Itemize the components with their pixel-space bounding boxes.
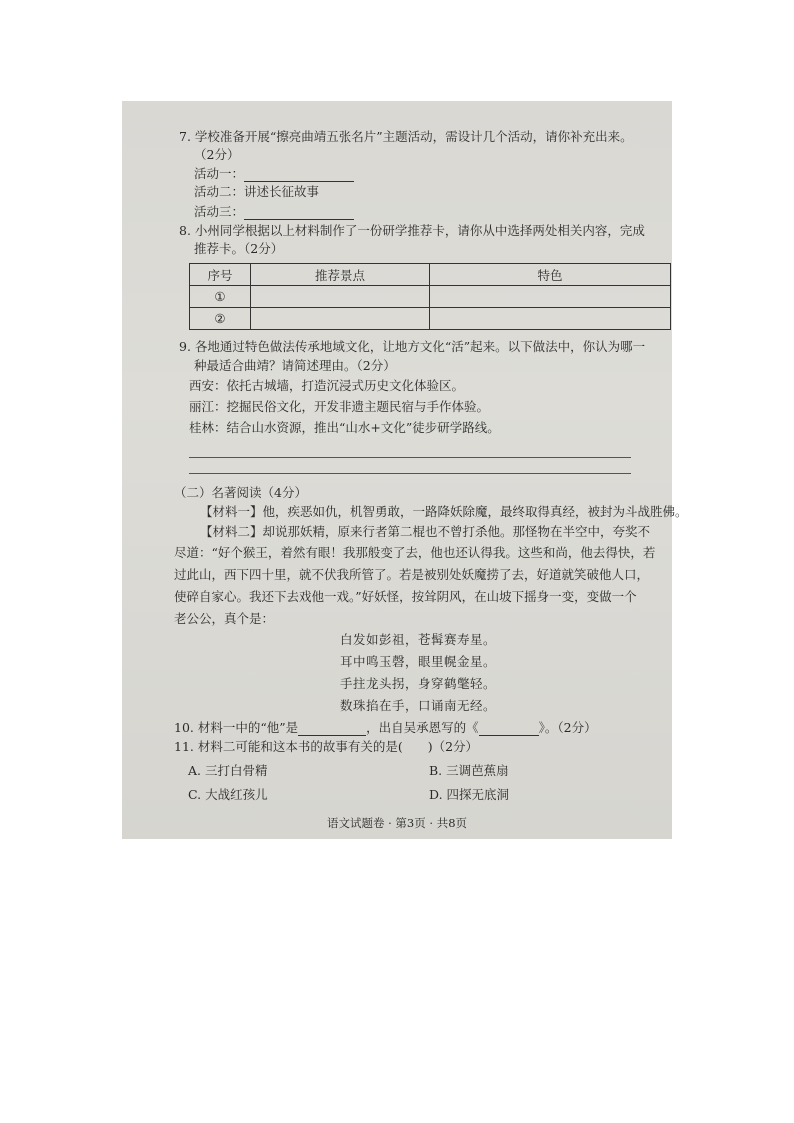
q9-answer-line-1[interactable]	[189, 457, 631, 458]
scanned-exam-page	[122, 101, 688, 839]
table-header-row	[190, 264, 671, 286]
q9-option-xian: 西安：依托古城墙，打造沉浸式历史文化体验区。	[189, 378, 465, 393]
material-2-line-5: 老公公，真个是：	[174, 611, 275, 626]
col-header-number: 序号	[190, 264, 251, 286]
material-2-line-2: 尽道：“好个猴王，着然有眼！我那般变了去，他也还认得我。这些和尚，他去得快，若	[174, 545, 656, 560]
material-2-line-3: 过此山，西下四十里，就不伏我所管了。若是被别处妖魔捞了去，好道就笑破他人口，	[174, 567, 650, 582]
q7-activity-3-blank[interactable]	[244, 203, 354, 220]
q10-blank-1[interactable]	[298, 719, 366, 736]
section-2-title: （二）名著阅读（4分）	[174, 485, 307, 500]
table-row	[190, 308, 671, 330]
q7-activity-1-label: 活动一：	[194, 166, 245, 181]
page-footer: 语文试题卷 · 第3页 · 共8页	[326, 816, 468, 830]
poem-line: 白发如彭祖，苍髯赛寿星。	[340, 632, 497, 647]
row-number: ②	[190, 308, 251, 330]
material-1: 【材料一】他，疾恶如仇，机智勇敢，一路降妖除魔，最终取得真经，被封为斗战胜佛。	[200, 504, 688, 519]
q11-option-d[interactable]: D. 四探无底洞	[429, 787, 510, 802]
q9-stem-cont: 种最适合曲靖？请简述理由。（2分）	[194, 358, 396, 373]
q7-activity-1-blank[interactable]	[244, 165, 354, 182]
q11-option-b[interactable]: B. 三调芭蕉扇	[429, 763, 509, 778]
q7-stem: 7. 学校准备开展“擦亮曲靖五张名片”主题活动，需设计几个活动，请你补充出来。	[179, 129, 633, 144]
q11-stem: 11. 材料二可能和这本书的故事有关的是( )（2分）	[174, 739, 479, 754]
material-2-line-1: 【材料二】却说那妖精，原来行者第二棍也不曾打杀他。那怪物在半空中，夸奖不	[200, 524, 651, 539]
poem-line: 耳中鸣玉磬，眼里幌金星。	[340, 654, 497, 669]
q7-activity-2: 活动二：讲述长征故事	[194, 184, 320, 199]
q9-option-lijiang: 丽江：挖掘民俗文化，开发非遗主题民宿与手作体验。	[189, 399, 490, 414]
table-row	[190, 286, 671, 308]
spot-cell[interactable]	[251, 286, 430, 308]
col-header-spot: 推荐景点	[251, 264, 430, 286]
q8-stem-cont: 推荐卡。（2分）	[194, 241, 284, 256]
q11-option-c[interactable]: C. 大战红孩儿	[188, 787, 268, 802]
q7-activity-3-label: 活动三：	[194, 204, 245, 219]
poem-line: 数珠掐在手，口诵南无经。	[340, 698, 497, 713]
feature-cell[interactable]	[430, 308, 671, 330]
q9-stem: 9. 各地通过特色做法传承地域文化，让地方文化“活”起来。以下做法中，你认为哪一	[179, 339, 646, 354]
spot-cell[interactable]	[251, 308, 430, 330]
q9-option-guilin: 桂林：结合山水资源，推出“山水+文化”徒步研学路线。	[189, 420, 500, 435]
material-2-line-4: 使碎自家心。我还下去戏他一戏。”好妖怪，按耸阴风，在山坡下摇身一变，变做一个	[174, 589, 637, 604]
q9-answer-line-2[interactable]	[189, 473, 631, 474]
q7-activity-1	[194, 165, 354, 182]
q7-score: （2分）	[194, 147, 240, 162]
feature-cell[interactable]	[430, 286, 671, 308]
row-number: ①	[190, 286, 251, 308]
q10	[174, 719, 597, 736]
q7-activity-3	[194, 203, 354, 220]
q8-stem: 8. 小州同学根据以上材料制作了一份研学推荐卡，请你从中选择两处相关内容，完成	[179, 223, 645, 238]
q10-part-a: 10. 材料一中的“他”是	[174, 720, 299, 735]
poem-line: 手拄龙头拐，身穿鹤氅轻。	[340, 676, 497, 691]
q11-option-a[interactable]: A. 三打白骨精	[188, 763, 268, 778]
q10-part-b: ，出自吴承恩写的《	[366, 720, 479, 735]
col-header-feature: 特色	[430, 264, 671, 286]
recommendation-card-table	[189, 263, 671, 330]
q10-part-c: 》。（2分）	[538, 720, 597, 735]
q10-blank-2[interactable]	[479, 719, 539, 736]
